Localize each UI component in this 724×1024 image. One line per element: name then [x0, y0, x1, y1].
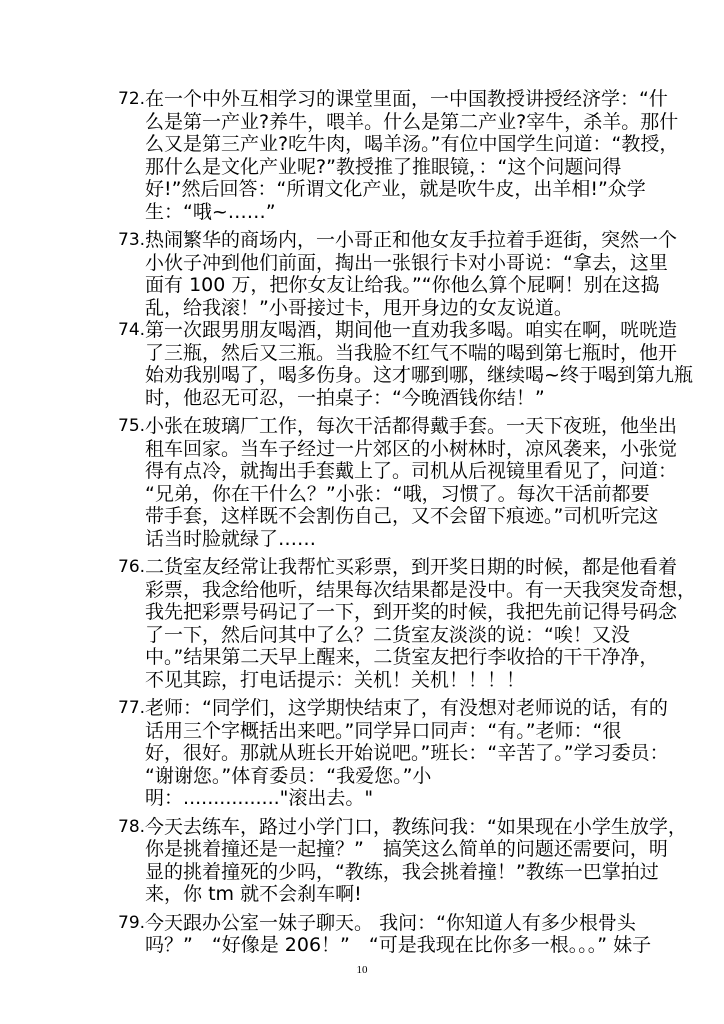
text-line: 今天跟办公室一妹子聊天。 我问：“你知道人有多少根骨头 — [145, 911, 636, 934]
text-line: 始劝我别喝了，喝多伤身。这才哪到哪，继续喝~终于喝到第九瓶 — [145, 364, 693, 386]
item-text — [145, 556, 708, 691]
text-line: 话当时脸就绿了…… — [145, 527, 317, 550]
item-number: 77. — [118, 698, 146, 718]
text-line: 好!”然后回答：“所谓文化产业，就是吹牛皮，出羊相!”众学 — [145, 178, 646, 200]
text-line: “谢谢您。”体育委员：“我爱您。”小 — [145, 764, 432, 787]
page-number: 10 — [356, 963, 368, 976]
text-line: 小伙子冲到他们前面，掏出一张银行卡对小哥说：“拿去，这里 — [145, 251, 668, 274]
item-number: 72. — [118, 89, 146, 109]
text-line: 了三瓶，然后又三瓶。当我脸不红气不喘的喝到第七瓶时，他开 — [145, 341, 678, 364]
text-line: 话用三个字概括出来吧。”同学异口同声：“有。”老师：“很 — [145, 719, 622, 742]
item-text — [145, 415, 708, 550]
text-line: 二货室友经常让我帮忙买彩票，到开奖日期的时候，都是他看着 — [145, 556, 678, 578]
text-line: 得有点冷，就掏出手套戴上了。司机从后视镜里看见了，问道： — [145, 460, 678, 482]
item-number: 78. — [118, 816, 146, 837]
item-text — [145, 912, 708, 957]
item-text — [145, 816, 708, 906]
text-line: 彩票，我念给他听，结果每次结果都是没中。有一天我突发奇想， — [145, 578, 697, 601]
item-text — [145, 229, 708, 319]
item-number: 76. — [118, 557, 146, 577]
item-number: 73. — [118, 230, 146, 250]
text-line: 那什么是文化产业呢?”教授推了推眼镜，：“这个问题问得 — [145, 155, 622, 178]
joke-item-72 — [118, 88, 708, 223]
text-line: 来，你 tm 就不会刹车啊! — [145, 883, 362, 905]
text-line: 乱，给我滚！”小哥接过卡，甩开身边的女友说道。 — [145, 296, 573, 319]
item-number: 79. — [118, 912, 146, 933]
text-line: 带手套，这样既不会割伤自己，又不会留下痕迹。”司机听完这 — [145, 505, 659, 527]
text-line: 热闹繁华的商场内，一小哥正和他女友手拉着手逛街，突然一个 — [145, 229, 678, 251]
text-line: 租车回家。当车子经过一片郊区的小树林时，凉风袭来，小张觉 — [145, 437, 678, 460]
text-line: 老师：“同学们，这学期快结束了，有没想对老师说的话，有的 — [145, 697, 668, 719]
joke-item-78 — [118, 816, 708, 906]
joke-item-73 — [118, 229, 708, 319]
text-line: 么是第一产业?养牛，喂羊。什么是第二产业?宰牛，杀羊。那什 — [145, 110, 679, 133]
text-line: 了一下，然后问其中了么？二货室友淡淡的说：“唉！又没 — [145, 623, 630, 646]
text-line: 么又是第三产业?吃牛肉，喝羊汤。”有位中国学生问道：“教授， — [145, 133, 679, 155]
text-line: 在一个中外互相学习的课堂里面，一中国教授讲授经济学：“什 — [145, 88, 668, 110]
text-line: 第一次跟男朋友喝酒，期间他一直劝我多喝。咱实在啊，咣咣造 — [145, 319, 678, 341]
text-line: 吗？” “好像是 206！” “可是我现在比你多一根。。。” 妹子 — [145, 934, 652, 956]
text-line: 面有 100 万，把你女友让给我。”“你他么算个屁啊！别在这捣 — [145, 274, 660, 296]
text-line: 生：“哦~……” — [145, 200, 276, 223]
text-line: “兄弟，你在干什么？”小张：“哦，习惯了。每次干活前都要 — [145, 482, 650, 505]
text-line: 好，很好。那就从班长开始说吧。”班长：“辛苦了。”学习委员： — [145, 742, 669, 764]
text-line: 显的挑着撞死的少吗，“教练，我会挑着撞！”教练一巴掌拍过 — [145, 860, 659, 883]
text-line: 今天去练车，路过小学门口，教练问我：“如果现在小学生放学， — [145, 815, 687, 838]
text-line: 小张在玻璃厂工作，每次干活都得戴手套。一天下夜班，他坐出 — [145, 415, 678, 437]
text-line: 你是挑着撞还是一起撞？” 搞笑这么简单的问题还需要问，明 — [145, 838, 668, 860]
item-number: 75. — [118, 416, 146, 436]
joke-item-79 — [118, 912, 708, 957]
text-line: 中。”结果第二天早上醒来，二货室友把行李收拾的干干净净， — [145, 646, 659, 668]
text-line: 时，他忍无可忍，一拍桌子：“今晚酒钱你结！” — [145, 386, 545, 409]
joke-item-74 — [118, 319, 708, 409]
joke-item-76 — [118, 556, 708, 691]
item-text — [145, 88, 708, 223]
text-line: 我先把彩票号码记了一下，到开奖的时候，我把先前记得号码念 — [145, 601, 678, 623]
item-text — [145, 319, 708, 409]
item-text — [145, 697, 708, 810]
text-line: 明：................"滚出去。" — [145, 787, 374, 809]
joke-item-77 — [118, 697, 708, 810]
document-page — [118, 88, 708, 977]
joke-item-75 — [118, 415, 708, 550]
text-line: 不见其踪，打电话提示：关机！关机！！！！ — [145, 668, 526, 691]
item-number: 74. — [118, 320, 146, 340]
